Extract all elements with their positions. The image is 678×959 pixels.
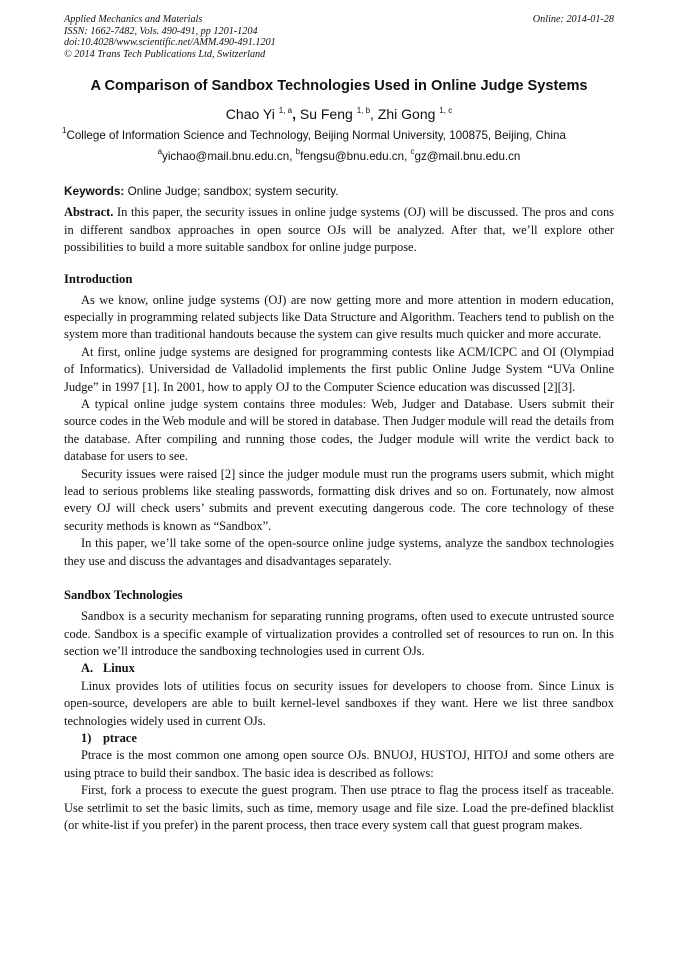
author-list: Chao Yi $^{1, a}$, Su Feng $^{1, b}$, Zhi Gong $^{1, c}$	[225, 106, 453, 123]
journal-header	[64, 14, 614, 60]
abstract-text: In this paper, the security issues in online judge systems (OJ) will be discussed. The pros and cons in different sandbox approaches in open source OJs will be analyzed. After that, we’ll explore other possibilities to build a more suitable sandbox for online judge purpose.	[64, 205, 615, 255]
paper-page	[64, 14, 614, 834]
subsection-title: Linux	[103, 661, 135, 676]
affiliation-mark: 1	[62, 126, 67, 136]
author-name: Zhi Gong	[377, 106, 436, 123]
ptrace-paragraph: Ptrace is the most common one among open source OJs. BNUOJ, HUSTOJ, HITOJ and some others are using ptrace to build their sandbox. The basic idea is described as follows:	[64, 748, 614, 780]
affiliation-text: College of Information Science and Technology, Beijing Normal University, 100875, Beijing, China	[66, 129, 566, 143]
email-list: $^a$yichao@mail.bnu.edu.cn, $^b$fengsu@bnu.edu.cn, $^c$gz@mail.bnu.edu.cn	[157, 147, 521, 164]
ptrace-paragraph: First, fork a process to execute the guest program. Then use ptrace to flag the process itself as traceable. Use setrlimit to set the basic limits, such as time, memory usage and file size. Load the pre-defined blacklist (or white-list if you prefer) in the parent process, then trace every system call that guest program makes.	[64, 783, 614, 832]
keywords-text: Online Judge; sandbox; system security.	[127, 184, 339, 199]
keywords	[64, 184, 614, 199]
subsection-heading-linux	[64, 660, 614, 677]
abstract-label: Abstract.	[64, 205, 114, 220]
journal-name: Applied Mechanics and Materials	[64, 14, 203, 25]
copyright-line: © 2014 Trans Tech Publications Ltd, Switzerland	[64, 48, 266, 60]
subsection-number: 1)	[81, 730, 92, 745]
author-affil-mark: 1, a	[278, 106, 293, 116]
author-name: Chao Yi	[225, 106, 275, 123]
issn-line: ISSN: 1662-7482, Vols. 490-491, pp 1201-1204	[64, 25, 258, 37]
subsection-title: ptrace	[103, 730, 137, 745]
intro-paragraph: Security issues were raised [2] since the judger module must run the programs users submit, which might lead to serious problems like stealing passwords, formatting disk drives and so on. Fortunately, now almost every OJ will check users’ submits and prevent executing dangerous code. The core technology of these security methods is known as “Sandbox”.	[64, 466, 614, 533]
intro-paragraph: In this paper, we’ll take some of the open-source online judge systems, analyze the sandbox technologies they use and discuss the advantages and disadvantages separately.	[64, 536, 614, 568]
intro-paragraph: At first, online judge systems are designed for programming contests like ACM/ICPC and OI (Olympiad of Informatics). Universidad de Valladolid implements the first public Online Judge System “UVa Online Judge” in 1997 [1]. In 2001, how to apply OJ to the Computer Science education was discussed [2][3].	[64, 344, 614, 394]
email-address[interactable]: gz@mail.bnu.edu.cn	[414, 150, 521, 164]
affiliation	[62, 128, 614, 143]
paper-title: A Comparison of Sandbox Technologies Used in Online Judge Systems	[90, 78, 588, 95]
email-mark: a	[157, 147, 163, 157]
email-address[interactable]: fengsu@bnu.edu.cn	[300, 150, 405, 164]
linux-paragraph: Linux provides lots of utilities focus on security issues for developers to choose from. Since Linux is open-source, developers are able to built kernel-level sandboxes if they want. Here we list three sandbox technologies widely used in current OJs.	[64, 678, 614, 728]
online-date: Online: 2014-01-28	[532, 14, 614, 25]
author-name: Su Feng	[299, 106, 353, 123]
doi-line: doi:10.4028/www.scientific.net/AMM.490-491.1201	[64, 37, 276, 49]
sandbox-intro-paragraph: Sandbox is a security mechanism for separating running programs, often used to execute untrusted source code. Sandbox is a specific example of virtualization provides a controlled set of resources to run on. In this section we’ll introduce the sandboxing technologies used in current OJs.	[64, 609, 614, 658]
abstract	[64, 204, 614, 256]
subsection-number: A.	[81, 661, 94, 676]
section-heading-sandbox: Sandbox Technologies	[64, 588, 183, 603]
intro-paragraph: As we know, online judge systems (OJ) are now getting more and more attention in modern education, especially in programming related subjects like Data Structure and Algorithm. Teachers tend to publish on the system more than traditional handouts because the system can give results much quicker and more accurate.	[64, 292, 614, 342]
email-mark: c	[410, 147, 415, 157]
intro-paragraph: A typical online judge system contains three modules: Web, Judger and Database. Users submit their source codes in the Web module and will be stored in database. Then Judger module will read the details from the database. After compiling and running those codes, the Judger module will write the verdict back to database for users to see.	[64, 397, 614, 464]
subsection-heading-ptrace	[64, 730, 614, 747]
email-address[interactable]: yichao@mail.bnu.edu.cn	[162, 150, 290, 164]
keywords-label: Keywords:	[64, 184, 125, 199]
author-affil-mark: 1, b	[356, 106, 371, 116]
author-affil-mark: 1, c	[439, 106, 453, 116]
email-mark: b	[295, 147, 301, 157]
section-heading-introduction: Introduction	[64, 271, 133, 286]
